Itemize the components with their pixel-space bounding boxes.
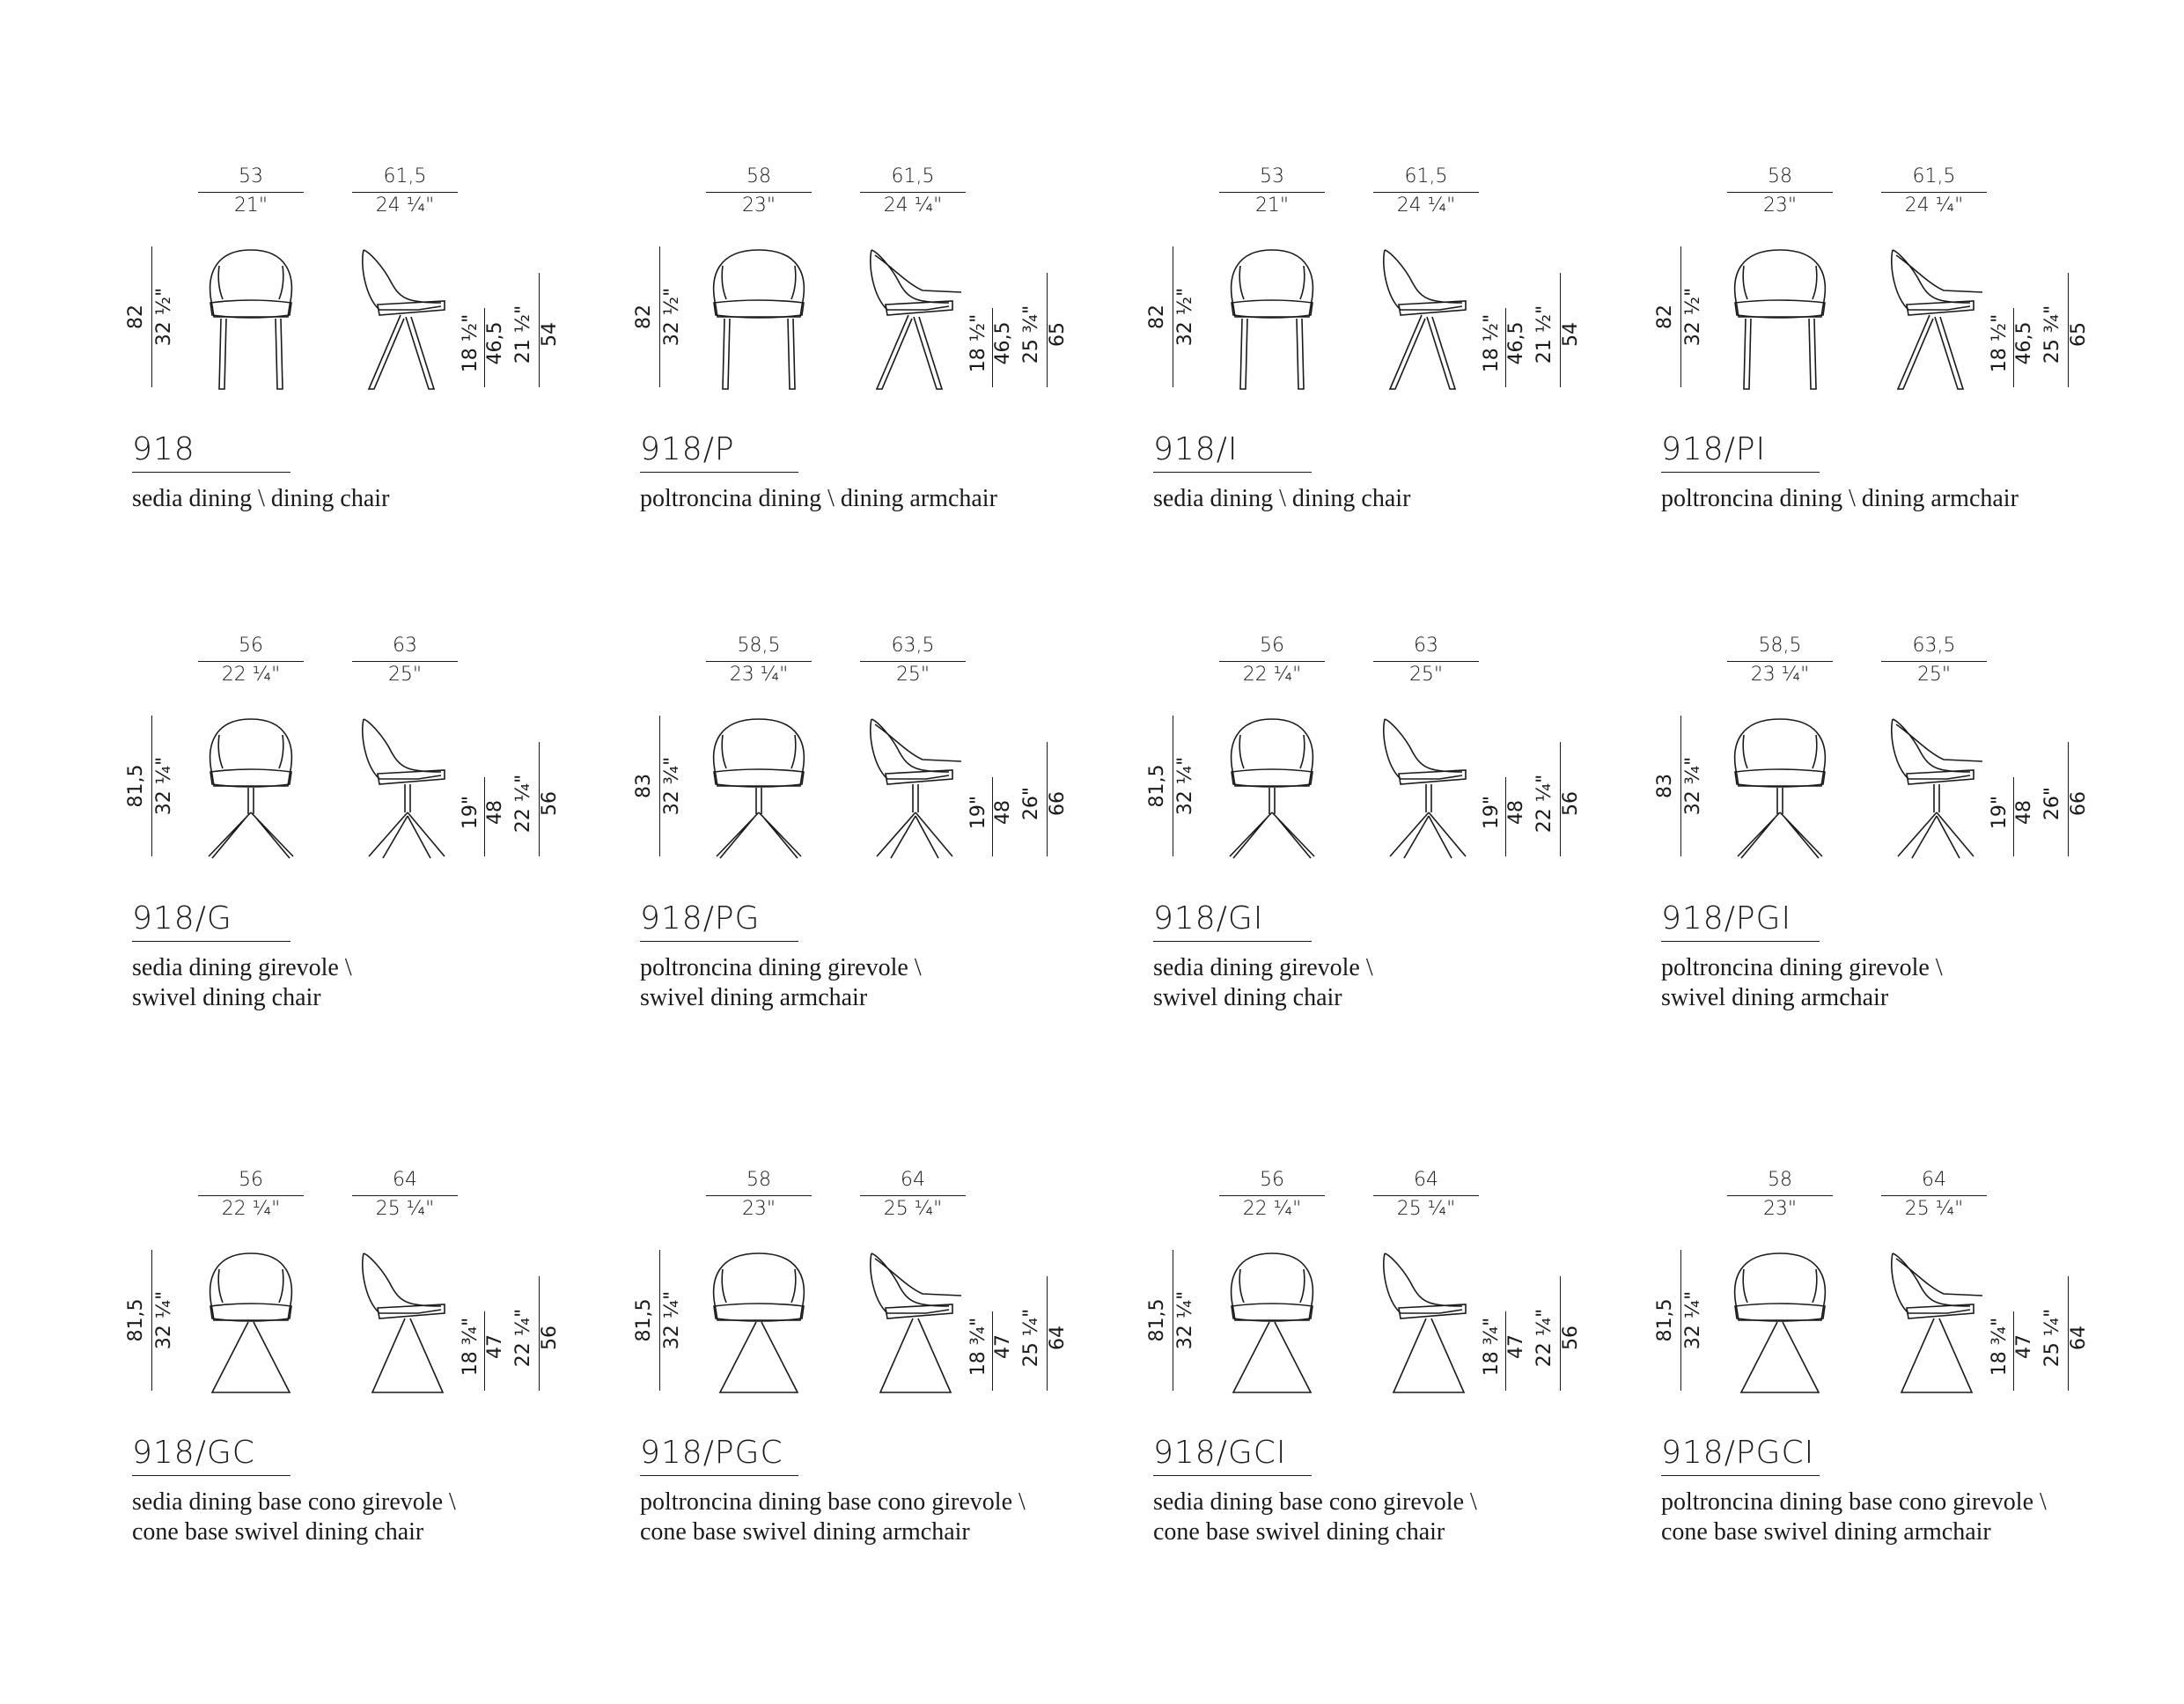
side-width-line: [1881, 661, 1987, 662]
product-card-918-g: [125, 635, 625, 1076]
height-line: [1680, 246, 1681, 387]
product-code: 918: [132, 431, 195, 467]
product-description: [1153, 953, 1646, 1013]
height-cm: 81,5: [1146, 764, 1168, 808]
front-width-line: [1727, 1195, 1833, 1196]
side-width-in: 25 ¼": [375, 1198, 435, 1220]
side-width-in: 25 ¼": [1396, 1198, 1456, 1220]
side-width-cm: 61,5: [891, 165, 935, 187]
product-card-918-gi: [1146, 635, 1646, 1076]
product-code: 918/I: [1153, 431, 1239, 467]
front-view-drawing: [1735, 250, 1826, 389]
front-width-line: [706, 661, 812, 662]
front-width-in: 22 ¼": [221, 664, 281, 686]
front-view-drawing: [209, 719, 293, 858]
product-card-918: [125, 165, 625, 607]
arm-height-cm: 65: [2068, 322, 2090, 347]
height-line: [151, 246, 152, 387]
side-view: [864, 717, 966, 863]
side-width-cm: 64: [1414, 1169, 1438, 1191]
description-line: poltroncina dining \ dining armchair: [1661, 485, 2019, 512]
front-width-cm: 53: [1260, 165, 1284, 187]
side-width-in: 25": [1408, 664, 1444, 686]
side-view-drawing: [871, 250, 961, 389]
description-line: poltroncina dining base cono girevole \: [640, 1488, 1026, 1516]
front-width-cm: 58: [746, 1169, 771, 1191]
seat-height-in: 18 ¾": [1481, 1317, 1503, 1377]
height-cm: 83: [633, 774, 655, 798]
seat-height-in: 18 ¾": [460, 1317, 482, 1377]
side-width-cm: 64: [393, 1169, 417, 1191]
side-view-drawing: [363, 250, 445, 389]
arm-height-cm: 54: [539, 322, 561, 347]
arm-height-in: 25 ¾": [2041, 305, 2063, 364]
code-underline: [1153, 472, 1312, 473]
side-width-cm: 63: [1414, 635, 1438, 657]
front-view-drawing: [1735, 1253, 1826, 1392]
product-card-918-pi: [1654, 165, 2154, 607]
front-view: [202, 717, 299, 863]
height-cm: 81,5: [633, 1298, 655, 1342]
side-width-line: [352, 192, 458, 193]
arm-height-cm: 64: [1047, 1326, 1069, 1350]
front-width-line: [1219, 192, 1325, 193]
front-view: [710, 1252, 807, 1397]
front-width-line: [706, 1195, 812, 1196]
arm-height-in: 26": [1020, 786, 1042, 821]
height-in: 32 ½": [1682, 287, 1704, 347]
height-line: [1680, 716, 1681, 856]
arm-height-cm: 65: [1047, 322, 1069, 347]
side-view: [357, 248, 458, 393]
side-view-drawing: [871, 1253, 961, 1392]
product-code: 918/GC: [132, 1435, 255, 1471]
side-view-drawing: [871, 719, 961, 858]
description-line: swivel dining chair: [1153, 984, 1342, 1011]
side-width-in: 24 ¼": [1396, 195, 1456, 217]
product-code: 918/GI: [1153, 900, 1264, 936]
front-width-line: [198, 661, 304, 662]
seat-height-in: 18 ½": [967, 313, 989, 373]
height-in: 32 ¾": [1682, 756, 1704, 816]
front-width-line: [1219, 1195, 1325, 1196]
front-width-in: 23": [741, 195, 776, 217]
description-line: sedia dining base cono girevole \: [132, 1488, 456, 1516]
side-width-cm: 61,5: [1404, 165, 1448, 187]
front-width-cm: 56: [239, 1169, 263, 1191]
description-line: sedia dining girevole \: [132, 954, 352, 981]
side-width-line: [352, 661, 458, 662]
product-description: [640, 953, 1133, 1013]
product-description: [132, 1487, 625, 1547]
side-width-in: 25 ¼": [1904, 1198, 1964, 1220]
front-view-drawing: [210, 250, 292, 389]
height-cm: 81,5: [1654, 1298, 1676, 1342]
front-width-line: [198, 1195, 304, 1196]
front-width-cm: 58: [1768, 1169, 1792, 1191]
front-width-cm: 56: [239, 635, 263, 657]
code-underline: [640, 941, 798, 942]
code-underline: [1661, 472, 1820, 473]
side-width-cm: 64: [901, 1169, 925, 1191]
product-description: [1661, 1487, 2154, 1547]
arm-height-cm: 66: [2068, 791, 2090, 816]
seat-height-in: 18 ½": [1481, 313, 1503, 373]
arm-height-cm: 56: [1560, 1326, 1582, 1350]
description-line: sedia dining base cono girevole \: [1153, 1488, 1477, 1516]
height-cm: 82: [1146, 305, 1168, 329]
height-cm: 82: [633, 305, 655, 329]
product-description: [1661, 953, 2154, 1013]
code-underline: [132, 472, 290, 473]
product-card-918-i: [1146, 165, 1646, 607]
product-code: 918/G: [132, 900, 232, 936]
seat-height-in: 18 ½": [1989, 313, 2011, 373]
front-view-drawing: [1230, 719, 1314, 858]
arm-height-in: 22 ¼": [512, 774, 534, 834]
height-in: 32 ¼": [153, 756, 175, 816]
height-cm: 83: [1654, 774, 1676, 798]
product-card-918-pgi: [1654, 635, 2154, 1076]
height-cm: 81,5: [125, 1298, 147, 1342]
front-view-drawing: [714, 719, 805, 858]
product-card-918-pgc: [633, 1169, 1133, 1611]
side-width-line: [1881, 192, 1987, 193]
arm-height-in: 25 ¼": [2041, 1308, 2063, 1368]
description-line: poltroncina dining girevole \: [640, 954, 922, 981]
side-view: [1886, 248, 1987, 393]
front-width-in: 22 ¼": [1242, 1198, 1302, 1220]
side-width-cm: 64: [1922, 1169, 1946, 1191]
seat-height-cm: 48: [992, 800, 1014, 825]
height-cm: 81,5: [125, 764, 147, 808]
code-underline: [1661, 1475, 1820, 1476]
front-width-line: [198, 192, 304, 193]
description-line: swivel dining armchair: [1661, 984, 1889, 1011]
height-cm: 82: [1654, 305, 1676, 329]
front-width-in: 23": [1762, 195, 1798, 217]
product-card-918-pg: [633, 635, 1133, 1076]
side-view-drawing: [363, 1253, 445, 1392]
side-view: [864, 1252, 966, 1397]
description-line: swivel dining chair: [132, 984, 321, 1011]
seat-height-cm: 47: [1505, 1334, 1527, 1359]
side-width-in: 25": [387, 664, 423, 686]
product-code: 918/PGI: [1661, 900, 1792, 936]
side-width-in: 24 ¼": [375, 195, 435, 217]
side-view: [357, 1252, 458, 1397]
seat-height-cm: 48: [2013, 800, 2035, 825]
height-in: 32 ¼": [1682, 1290, 1704, 1350]
arm-height-in: 21 ½": [1533, 305, 1555, 364]
front-view-drawing: [210, 1253, 292, 1392]
seat-height-cm: 46,5: [1505, 321, 1527, 365]
height-in: 32 ½": [153, 287, 175, 347]
height-line: [1680, 1250, 1681, 1391]
seat-height-in: 18 ¾": [1989, 1317, 2011, 1377]
arm-height-cm: 66: [1047, 791, 1069, 816]
side-width-in: 25": [895, 664, 930, 686]
seat-height-in: 19": [967, 795, 989, 830]
code-underline: [1153, 1475, 1312, 1476]
side-view-drawing: [1384, 719, 1466, 858]
side-view: [357, 717, 458, 863]
product-description: [1661, 484, 2154, 514]
arm-height-in: 22 ¼": [1533, 774, 1555, 834]
code-underline: [132, 941, 290, 942]
code-underline: [1153, 941, 1312, 942]
height-cm: 81,5: [1146, 1298, 1168, 1342]
seat-height-in: 19": [1989, 795, 2011, 830]
product-code: 918/PG: [640, 900, 761, 936]
side-width-cm: 63,5: [891, 635, 935, 657]
height-line: [659, 246, 660, 387]
front-view: [1224, 1252, 1320, 1397]
seat-height-in: 19": [460, 795, 482, 830]
arm-height-in: 22 ¼": [512, 1308, 534, 1368]
product-code: 918/P: [640, 431, 735, 467]
description-line: poltroncina dining girevole \: [1661, 954, 1943, 981]
seat-height-cm: 46,5: [992, 321, 1014, 365]
front-view: [710, 717, 807, 863]
height-line: [151, 1250, 152, 1391]
side-view: [1378, 1252, 1479, 1397]
arm-height-cm: 56: [539, 791, 561, 816]
side-view: [1378, 717, 1479, 863]
side-view: [864, 248, 966, 393]
front-width-in: 22 ¼": [221, 1198, 281, 1220]
side-width-cm: 63: [393, 635, 417, 657]
arm-height-cm: 56: [1560, 791, 1582, 816]
product-code: 918/PGCI: [1661, 1435, 1815, 1471]
front-width-in: 23 ¼": [1750, 664, 1810, 686]
arm-height-in: 26": [2041, 786, 2063, 821]
side-width-line: [860, 192, 966, 193]
side-view-drawing: [363, 719, 445, 858]
height-in: 32 ¼": [661, 1290, 683, 1350]
product-code: 918/GCI: [1153, 1435, 1287, 1471]
side-width-in: 24 ¼": [1904, 195, 1964, 217]
side-view-drawing: [1384, 250, 1466, 389]
height-line: [659, 1250, 660, 1391]
front-width-in: 21": [233, 195, 268, 217]
side-view-drawing: [1892, 719, 1982, 858]
front-view-drawing: [714, 1253, 805, 1392]
height-cm: 82: [125, 305, 147, 329]
front-view: [1224, 717, 1320, 863]
front-width-line: [706, 192, 812, 193]
front-width-cm: 58: [746, 165, 771, 187]
side-width-line: [1881, 1195, 1987, 1196]
side-view-drawing: [1892, 250, 1982, 389]
side-width-in: 25 ¼": [883, 1198, 943, 1220]
arm-height-cm: 56: [539, 1326, 561, 1350]
seat-height-cm: 46,5: [2013, 321, 2035, 365]
product-description: [640, 1487, 1133, 1547]
description-line: cone base swivel dining chair: [1153, 1518, 1445, 1546]
description-line: poltroncina dining \ dining armchair: [640, 485, 997, 512]
product-card-918-pgci: [1654, 1169, 2154, 1611]
side-view: [1378, 248, 1479, 393]
side-view: [1886, 717, 1987, 863]
code-underline: [640, 472, 798, 473]
description-line: sedia dining \ dining chair: [1153, 485, 1411, 512]
seat-height-cm: 47: [2013, 1334, 2035, 1359]
description-line: cone base swivel dining armchair: [1661, 1518, 1991, 1546]
side-width-line: [1373, 1195, 1479, 1196]
product-code: 918/PI: [1661, 431, 1767, 467]
front-view: [710, 248, 807, 393]
product-description: [1153, 1487, 1646, 1547]
product-description: [132, 484, 625, 514]
arm-height-in: 25 ¾": [1020, 305, 1042, 364]
front-view: [1732, 717, 1828, 863]
front-width-in: 23": [1762, 1198, 1798, 1220]
description-line: swivel dining armchair: [640, 984, 868, 1011]
seat-height-in: 18 ¾": [967, 1317, 989, 1377]
description-line: cone base swivel dining armchair: [640, 1518, 970, 1546]
front-view: [202, 1252, 299, 1397]
height-in: 32 ½": [661, 287, 683, 347]
description-line: cone base swivel dining chair: [132, 1518, 424, 1546]
side-width-line: [352, 1195, 458, 1196]
description-line: sedia dining \ dining chair: [132, 485, 390, 512]
seat-height-in: 19": [1481, 795, 1503, 830]
front-view: [1224, 248, 1320, 393]
product-description: [132, 953, 625, 1013]
front-view-drawing: [714, 250, 805, 389]
front-width-in: 23": [741, 1198, 776, 1220]
front-width-in: 21": [1254, 195, 1290, 217]
code-underline: [1661, 941, 1820, 942]
arm-height-in: 25 ¼": [1020, 1308, 1042, 1368]
front-view-drawing: [1232, 250, 1313, 389]
product-card-918-p: [633, 165, 1133, 607]
side-width-line: [1373, 192, 1479, 193]
side-view-drawing: [1892, 1253, 1982, 1392]
front-width-cm: 58,5: [737, 635, 781, 657]
front-width-cm: 53: [239, 165, 263, 187]
front-view: [1732, 248, 1828, 393]
product-code: 918/PGC: [640, 1435, 783, 1471]
product-description: [1153, 484, 1646, 514]
code-underline: [132, 1475, 290, 1476]
front-view-drawing: [1232, 1253, 1313, 1392]
front-width-line: [1727, 661, 1833, 662]
front-width-line: [1727, 192, 1833, 193]
side-width-line: [860, 661, 966, 662]
front-width-cm: 56: [1260, 635, 1284, 657]
product-description: [640, 484, 1133, 514]
front-width-line: [1219, 661, 1325, 662]
front-width-in: 22 ¼": [1242, 664, 1302, 686]
side-width-cm: 61,5: [1912, 165, 1956, 187]
code-underline: [640, 1475, 798, 1476]
seat-height-in: 18 ½": [460, 313, 482, 373]
side-width-in: 25": [1916, 664, 1952, 686]
side-view: [1886, 1252, 1987, 1397]
description-line: poltroncina dining base cono girevole \: [1661, 1488, 2047, 1516]
side-view-drawing: [1384, 1253, 1466, 1392]
front-width-cm: 58,5: [1758, 635, 1802, 657]
arm-height-in: 22 ¼": [1533, 1308, 1555, 1368]
arm-height-cm: 54: [1560, 322, 1582, 347]
front-width-cm: 58: [1768, 165, 1792, 187]
height-in: 32 ¾": [661, 756, 683, 816]
seat-height-cm: 48: [484, 800, 506, 825]
side-width-cm: 63,5: [1912, 635, 1956, 657]
seat-height-cm: 46,5: [484, 321, 506, 365]
seat-height-cm: 47: [484, 1334, 506, 1359]
front-view: [202, 248, 299, 393]
height-in: 32 ¼": [153, 1290, 175, 1350]
side-width-line: [860, 1195, 966, 1196]
height-line: [151, 716, 152, 856]
front-view: [1732, 1252, 1828, 1397]
product-card-918-gc: [125, 1169, 625, 1611]
front-width-cm: 56: [1260, 1169, 1284, 1191]
arm-height-cm: 64: [2068, 1326, 2090, 1350]
height-in: 32 ½": [1174, 287, 1196, 347]
side-width-line: [1373, 661, 1479, 662]
seat-height-cm: 48: [1505, 800, 1527, 825]
seat-height-cm: 47: [992, 1334, 1014, 1359]
side-width-in: 24 ¼": [883, 195, 943, 217]
description-line: sedia dining girevole \: [1153, 954, 1373, 981]
product-card-918-gci: [1146, 1169, 1646, 1611]
height-in: 32 ¼": [1174, 1290, 1196, 1350]
side-width-cm: 61,5: [383, 165, 427, 187]
front-width-in: 23 ¼": [729, 664, 789, 686]
arm-height-in: 21 ½": [512, 305, 534, 364]
height-in: 32 ¼": [1174, 756, 1196, 816]
height-line: [659, 716, 660, 856]
front-view-drawing: [1735, 719, 1826, 858]
